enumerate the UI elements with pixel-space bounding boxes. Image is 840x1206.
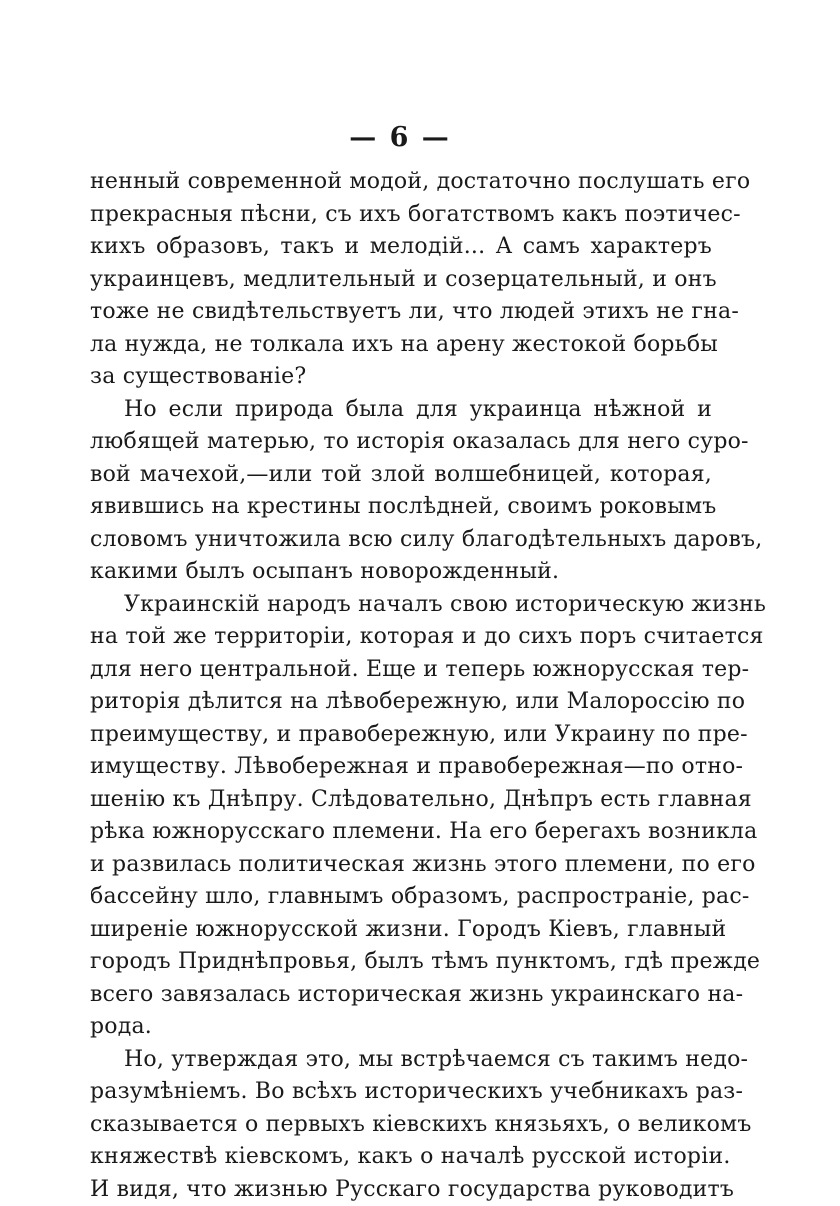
paragraph xyxy=(90,166,712,394)
text-line: рода. xyxy=(90,1011,712,1044)
text-body xyxy=(90,166,712,1206)
text-line: бассейну шло, главнымъ образомъ, распространіе, рас- xyxy=(90,881,712,914)
text-line: всего завязалась историческая жизнь украинскаго на- xyxy=(90,979,712,1012)
text-line: за существованіе? xyxy=(90,361,712,394)
text-line: Но, утверждая это, мы встрѣчаемся съ такимъ недо- xyxy=(90,1044,712,1077)
text-line: городъ Приднѣпровья, былъ тѣмъ пунктомъ, гдѣ прежде xyxy=(90,946,712,979)
text-line: вой мачехой,—или той злой волшебницей, которая, xyxy=(90,459,712,492)
text-line: на той же территоріи, которая и до сихъ поръ считается xyxy=(90,621,712,654)
text-line: сказывается о первыхъ кіевскихъ князьяхъ, о великомъ xyxy=(90,1109,712,1142)
text-line: преимуществу, и правобережную, или Украину по пре- xyxy=(90,719,712,752)
text-line: рѣка южнорусскаго племени. На его берегахъ возникла xyxy=(90,816,712,849)
text-line: шенію къ Днѣпру. Слѣдовательно, Днѣпръ есть главная xyxy=(90,784,712,817)
text-line: ла нужда, не толкала ихъ на арену жестокой борьбы xyxy=(90,329,712,362)
text-line: ненный современной модой, достаточно послушать его xyxy=(90,166,712,199)
text-line: для него центральной. Еще и теперь южнорусская тер- xyxy=(90,654,712,687)
text-line: тоже не свидѣтельствуетъ ли, что людей этихъ не гна- xyxy=(90,296,712,329)
text-line: разумѣніемъ. Во всѣхъ историческихъ учебникахъ раз- xyxy=(90,1076,712,1109)
text-line: Но если природа была для украинца нѣжной и xyxy=(90,394,712,427)
text-line: кихъ образовъ, такъ и мелодій... А самъ характеръ xyxy=(90,231,712,264)
paragraph xyxy=(90,589,712,1044)
text-line: словомъ уничтожила всю силу благодѣтельныхъ даровъ, xyxy=(90,524,712,557)
text-line: Украинскій народъ началъ свою историческую жизнь xyxy=(90,589,712,622)
page-number: — 6 — xyxy=(0,122,800,153)
paragraph xyxy=(90,1044,712,1206)
text-line: любящей матерью, то исторія оказалась для него суро- xyxy=(90,426,712,459)
text-line: прекрасныя пѣсни, съ ихъ богатствомъ какъ поэтичес- xyxy=(90,199,712,232)
text-line: какими былъ осыпанъ новорожденный. xyxy=(90,556,712,589)
text-line: княжествѣ кіевскомъ, какъ о началѣ русской исторіи. xyxy=(90,1141,712,1174)
text-line: ширеніе южнорусской жизни. Городъ Кіевъ, главный xyxy=(90,914,712,947)
paragraph xyxy=(90,394,712,589)
text-line: имуществу. Лѣвобережная и правобережная—по отно- xyxy=(90,751,712,784)
text-line: риторія дѣлится на лѣвобережную, или Малороссію по xyxy=(90,686,712,719)
text-line: И видя, что жизнью Русскаго государства руководитъ xyxy=(90,1174,712,1206)
text-line: украинцевъ, медлительный и созерцательный, и онъ xyxy=(90,264,712,297)
text-line: явившись на крестины послѣдней, своимъ роковымъ xyxy=(90,491,712,524)
text-line: и развилась политическая жизнь этого племени, по его xyxy=(90,849,712,882)
